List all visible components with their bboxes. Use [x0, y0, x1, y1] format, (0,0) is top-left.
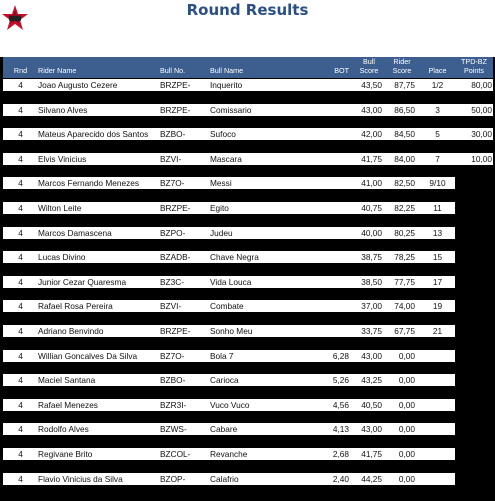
cell-points: [457, 202, 492, 214]
cell-rider-score: 87,75: [394, 80, 415, 90]
cell-bull-no: BZPO-: [160, 228, 186, 238]
cell-bull-score: 44,25: [361, 474, 382, 484]
cell-rnd: 4: [18, 277, 23, 287]
cell-bull-name: Judeu: [210, 228, 233, 238]
col-bull-no: Bull No.: [160, 66, 186, 75]
cell-points: [457, 325, 492, 337]
cell-bull-score: 43,50: [361, 80, 382, 90]
col-place: Place: [428, 66, 447, 75]
cell-bull-score: 41,00: [361, 178, 382, 188]
cell-rider: Marcos Fernando Menezes: [38, 178, 139, 188]
cell-points: 10,00: [471, 154, 492, 164]
cell-rnd: 4: [18, 129, 23, 139]
cell-rider: Rafael Rosa Pereira: [38, 301, 113, 311]
cell-points: [457, 350, 492, 362]
cell-rider-score: 0,00: [398, 424, 415, 434]
table-row: [3, 79, 493, 91]
cell-rider: Lucas Divino: [38, 252, 86, 262]
table-header: [3, 57, 493, 78]
cell-place: 7: [435, 154, 440, 164]
col-bull-score-1: Bull: [363, 57, 375, 66]
cell-place: 19: [432, 301, 443, 311]
table-row: [3, 202, 493, 214]
cell-bull-name: Egito: [210, 203, 229, 213]
cell-rider: Marcos Damascena: [38, 228, 112, 238]
cell-rider-score: 84,50: [394, 129, 415, 139]
cell-bull-score: 40,75: [361, 203, 382, 213]
cell-bull-score: 43,25: [361, 375, 382, 385]
cell-bull-name: Inquerito: [210, 80, 243, 90]
cell-rider-score: 82,50: [394, 178, 415, 188]
cell-bull-name: Revanche: [210, 449, 248, 459]
cell-rider-score: 0,00: [398, 375, 415, 385]
cell-bull-no: BZBO-: [160, 129, 186, 139]
cell-bot: [325, 300, 349, 312]
cell-bot: [325, 202, 349, 214]
cell-bull-score: 43,00: [361, 351, 382, 361]
cell-bull-name: Sufoco: [210, 129, 236, 139]
table-row: [3, 300, 493, 312]
cell-place: [419, 473, 456, 485]
col-rider: Rider Name: [38, 66, 77, 75]
cell-bull-no: BZADB-: [160, 252, 191, 262]
cell-bot: 2,40: [332, 474, 349, 484]
title-bar: [0, 0, 495, 57]
cell-place: 1/2: [431, 80, 444, 90]
cell-bull-no: BZR3I-: [160, 400, 187, 410]
cell-bot: [325, 227, 349, 239]
cell-bot: [325, 128, 349, 140]
cell-rider: Rafael Menezes: [38, 400, 98, 410]
cell-bull-no: BZVI-: [160, 154, 182, 164]
cell-points: 80,00: [471, 80, 492, 90]
table-row: [3, 325, 493, 337]
cell-rider-score: 86,50: [394, 105, 415, 115]
cell-rnd: 4: [18, 105, 23, 115]
cell-rider-score: 82,25: [394, 203, 415, 213]
cell-bot: [325, 276, 349, 288]
table-row: [3, 473, 493, 485]
cell-bull-name: Combate: [210, 301, 244, 311]
table-row: [3, 104, 493, 116]
cell-rnd: 4: [18, 178, 23, 188]
cell-rider-score: 0,00: [398, 474, 415, 484]
cell-rider: Junior Cezar Quaresma: [38, 277, 127, 287]
cell-bull-name: Vuco Vuco: [210, 400, 250, 410]
cell-bot: 5,26: [332, 375, 349, 385]
table-row: [3, 399, 493, 411]
cell-place: [419, 448, 456, 460]
cell-rider-score: 78,25: [394, 252, 415, 262]
cell-rnd: 4: [18, 449, 23, 459]
cell-bot: 6,28: [332, 351, 349, 361]
col-bull-name: Bull Name: [210, 66, 244, 75]
table-row: [3, 276, 493, 288]
cell-rider-score: 74,00: [394, 301, 415, 311]
cell-place: 5: [435, 129, 440, 139]
cell-bull-no: BRZPE-: [160, 203, 191, 213]
cell-points: [457, 300, 492, 312]
table-row: [3, 251, 493, 263]
cell-bot: [325, 79, 349, 91]
table-row: [3, 128, 493, 140]
cell-bull-score: 41,75: [361, 154, 382, 164]
cell-points: [457, 374, 492, 386]
table-row: [3, 350, 493, 362]
cell-rnd: 4: [18, 375, 23, 385]
cell-rnd: 4: [18, 301, 23, 311]
cell-bull-name: Bola 7: [210, 351, 234, 361]
cell-rnd: 4: [18, 400, 23, 410]
table-row: [3, 153, 493, 165]
cell-points: [457, 448, 492, 460]
cell-bot: [325, 153, 349, 165]
cell-bull-name: Mascara: [210, 154, 242, 164]
cell-place: 13: [432, 228, 443, 238]
cell-rnd: 4: [18, 351, 23, 361]
col-points-2: Points: [464, 66, 484, 75]
cell-rider: Wilton Leite: [38, 203, 82, 213]
cell-bot: [325, 251, 349, 263]
cell-bull-no: BZ3C-: [160, 277, 184, 287]
cell-rnd: 4: [18, 154, 23, 164]
cell-bull-score: 38,50: [361, 277, 382, 287]
cell-rnd: 4: [18, 252, 23, 262]
table-row: [3, 177, 493, 189]
cell-bull-name: Calafrio: [210, 474, 239, 484]
cell-bot: 4,13: [332, 424, 349, 434]
cell-rider-score: 0,00: [398, 400, 415, 410]
col-points-1: TPD-BZ: [461, 57, 487, 66]
cell-bull-no: BRZPE-: [160, 105, 191, 115]
col-rider-score-1: Rider: [393, 57, 411, 66]
cell-bull-score: 33,75: [361, 326, 382, 336]
cell-bot: [325, 177, 349, 189]
cell-rider: Flavio Vinicius da Silva: [38, 474, 123, 484]
col-bull-score-2: Score: [359, 66, 379, 75]
cell-rider-score: 67,75: [394, 326, 415, 336]
cell-place: [419, 423, 456, 435]
cell-bull-score: 42,00: [361, 129, 382, 139]
cell-bull-score: 37,00: [361, 301, 382, 311]
cell-bull-score: 43,00: [361, 424, 382, 434]
cell-bull-score: 43,00: [361, 105, 382, 115]
cell-bull-name: Cabare: [210, 424, 238, 434]
cell-place: 9/10: [429, 178, 446, 188]
cell-points: [457, 423, 492, 435]
table-row: [3, 227, 493, 239]
cell-points: [457, 227, 492, 239]
cell-bull-score: 40,00: [361, 228, 382, 238]
cell-place: 15: [432, 252, 443, 262]
cell-bull-no: BZVI-: [160, 301, 182, 311]
col-rider-score-2: Score: [392, 66, 412, 75]
cell-points: [457, 399, 492, 411]
table-row: [3, 423, 493, 435]
cell-rnd: 4: [18, 474, 23, 484]
cell-rnd: 4: [18, 80, 23, 90]
cell-rider: Mateus Aparecido dos Santos: [38, 129, 149, 139]
cell-rider-score: 77,75: [394, 277, 415, 287]
cell-place: 21: [432, 326, 443, 336]
cell-bull-no: BZ7O-: [160, 351, 185, 361]
cell-bull-no: BRZPE-: [160, 326, 191, 336]
cell-place: 3: [435, 105, 440, 115]
cell-place: [419, 374, 456, 386]
table-row: [3, 374, 493, 386]
cell-rnd: 4: [18, 203, 23, 213]
cell-bull-no: BZ7O-: [160, 178, 185, 188]
cell-rider: Joao Augusto Cezere: [38, 80, 118, 90]
cell-rider: Rodolfo Alves: [38, 424, 89, 434]
cell-points: 50,00: [471, 105, 492, 115]
cell-points: [457, 276, 492, 288]
cell-bot: 2,68: [332, 449, 349, 459]
cell-bull-no: BZCOL-: [160, 449, 191, 459]
cell-rider: Elvis Vinicius: [38, 154, 87, 164]
cell-rider: Willian Goncalves Da Silva: [38, 351, 138, 361]
cell-rider-score: 0,00: [398, 449, 415, 459]
cell-rnd: 4: [18, 424, 23, 434]
cell-place: 17: [432, 277, 443, 287]
cell-bull-name: Vida Louca: [210, 277, 252, 287]
cell-bull-name: Carioca: [210, 375, 239, 385]
cell-rider-score: 80,25: [394, 228, 415, 238]
cell-bull-name: Sonho Meu: [210, 326, 253, 336]
cell-rider-score: 84,00: [394, 154, 415, 164]
cell-bull-name: Messi: [210, 178, 232, 188]
cell-bull-name: Chave Negra: [210, 252, 259, 262]
table-row: [3, 448, 493, 460]
cell-bot: [325, 325, 349, 337]
cell-rnd: 4: [18, 228, 23, 238]
cell-points: [457, 251, 492, 263]
cell-bull-score: 41,75: [361, 449, 382, 459]
cell-bull-no: BRZPE-: [160, 80, 191, 90]
cell-bull-score: 38,75: [361, 252, 382, 262]
cell-bull-no: BZBO-: [160, 375, 186, 385]
cell-bull-name: Comissario: [210, 105, 252, 115]
cell-rider-score: 0,00: [398, 351, 415, 361]
cell-bot: [325, 104, 349, 116]
col-bot: BOT: [334, 66, 349, 75]
cell-bull-score: 40,50: [361, 400, 382, 410]
cell-rider: Silvano Alves: [38, 105, 88, 115]
page-title: Round Results: [186, 1, 309, 19]
cell-bull-no: BZWS-: [160, 424, 187, 434]
cell-bull-no: BZOP-: [160, 474, 186, 484]
cell-place: [419, 399, 456, 411]
cell-points: [457, 177, 492, 189]
cell-rider: Adriano Benvindo: [38, 326, 104, 336]
cell-points: 30,00: [471, 129, 492, 139]
cell-points: [457, 473, 492, 485]
cell-rider: Maciel Santana: [38, 375, 96, 385]
col-rnd: Rnd: [13, 66, 28, 75]
cell-rnd: 4: [18, 326, 23, 336]
cell-place: [419, 350, 456, 362]
cell-bot: 4,56: [332, 400, 349, 410]
cell-rider: Regivane Brito: [38, 449, 93, 459]
cell-place: 11: [433, 203, 442, 213]
